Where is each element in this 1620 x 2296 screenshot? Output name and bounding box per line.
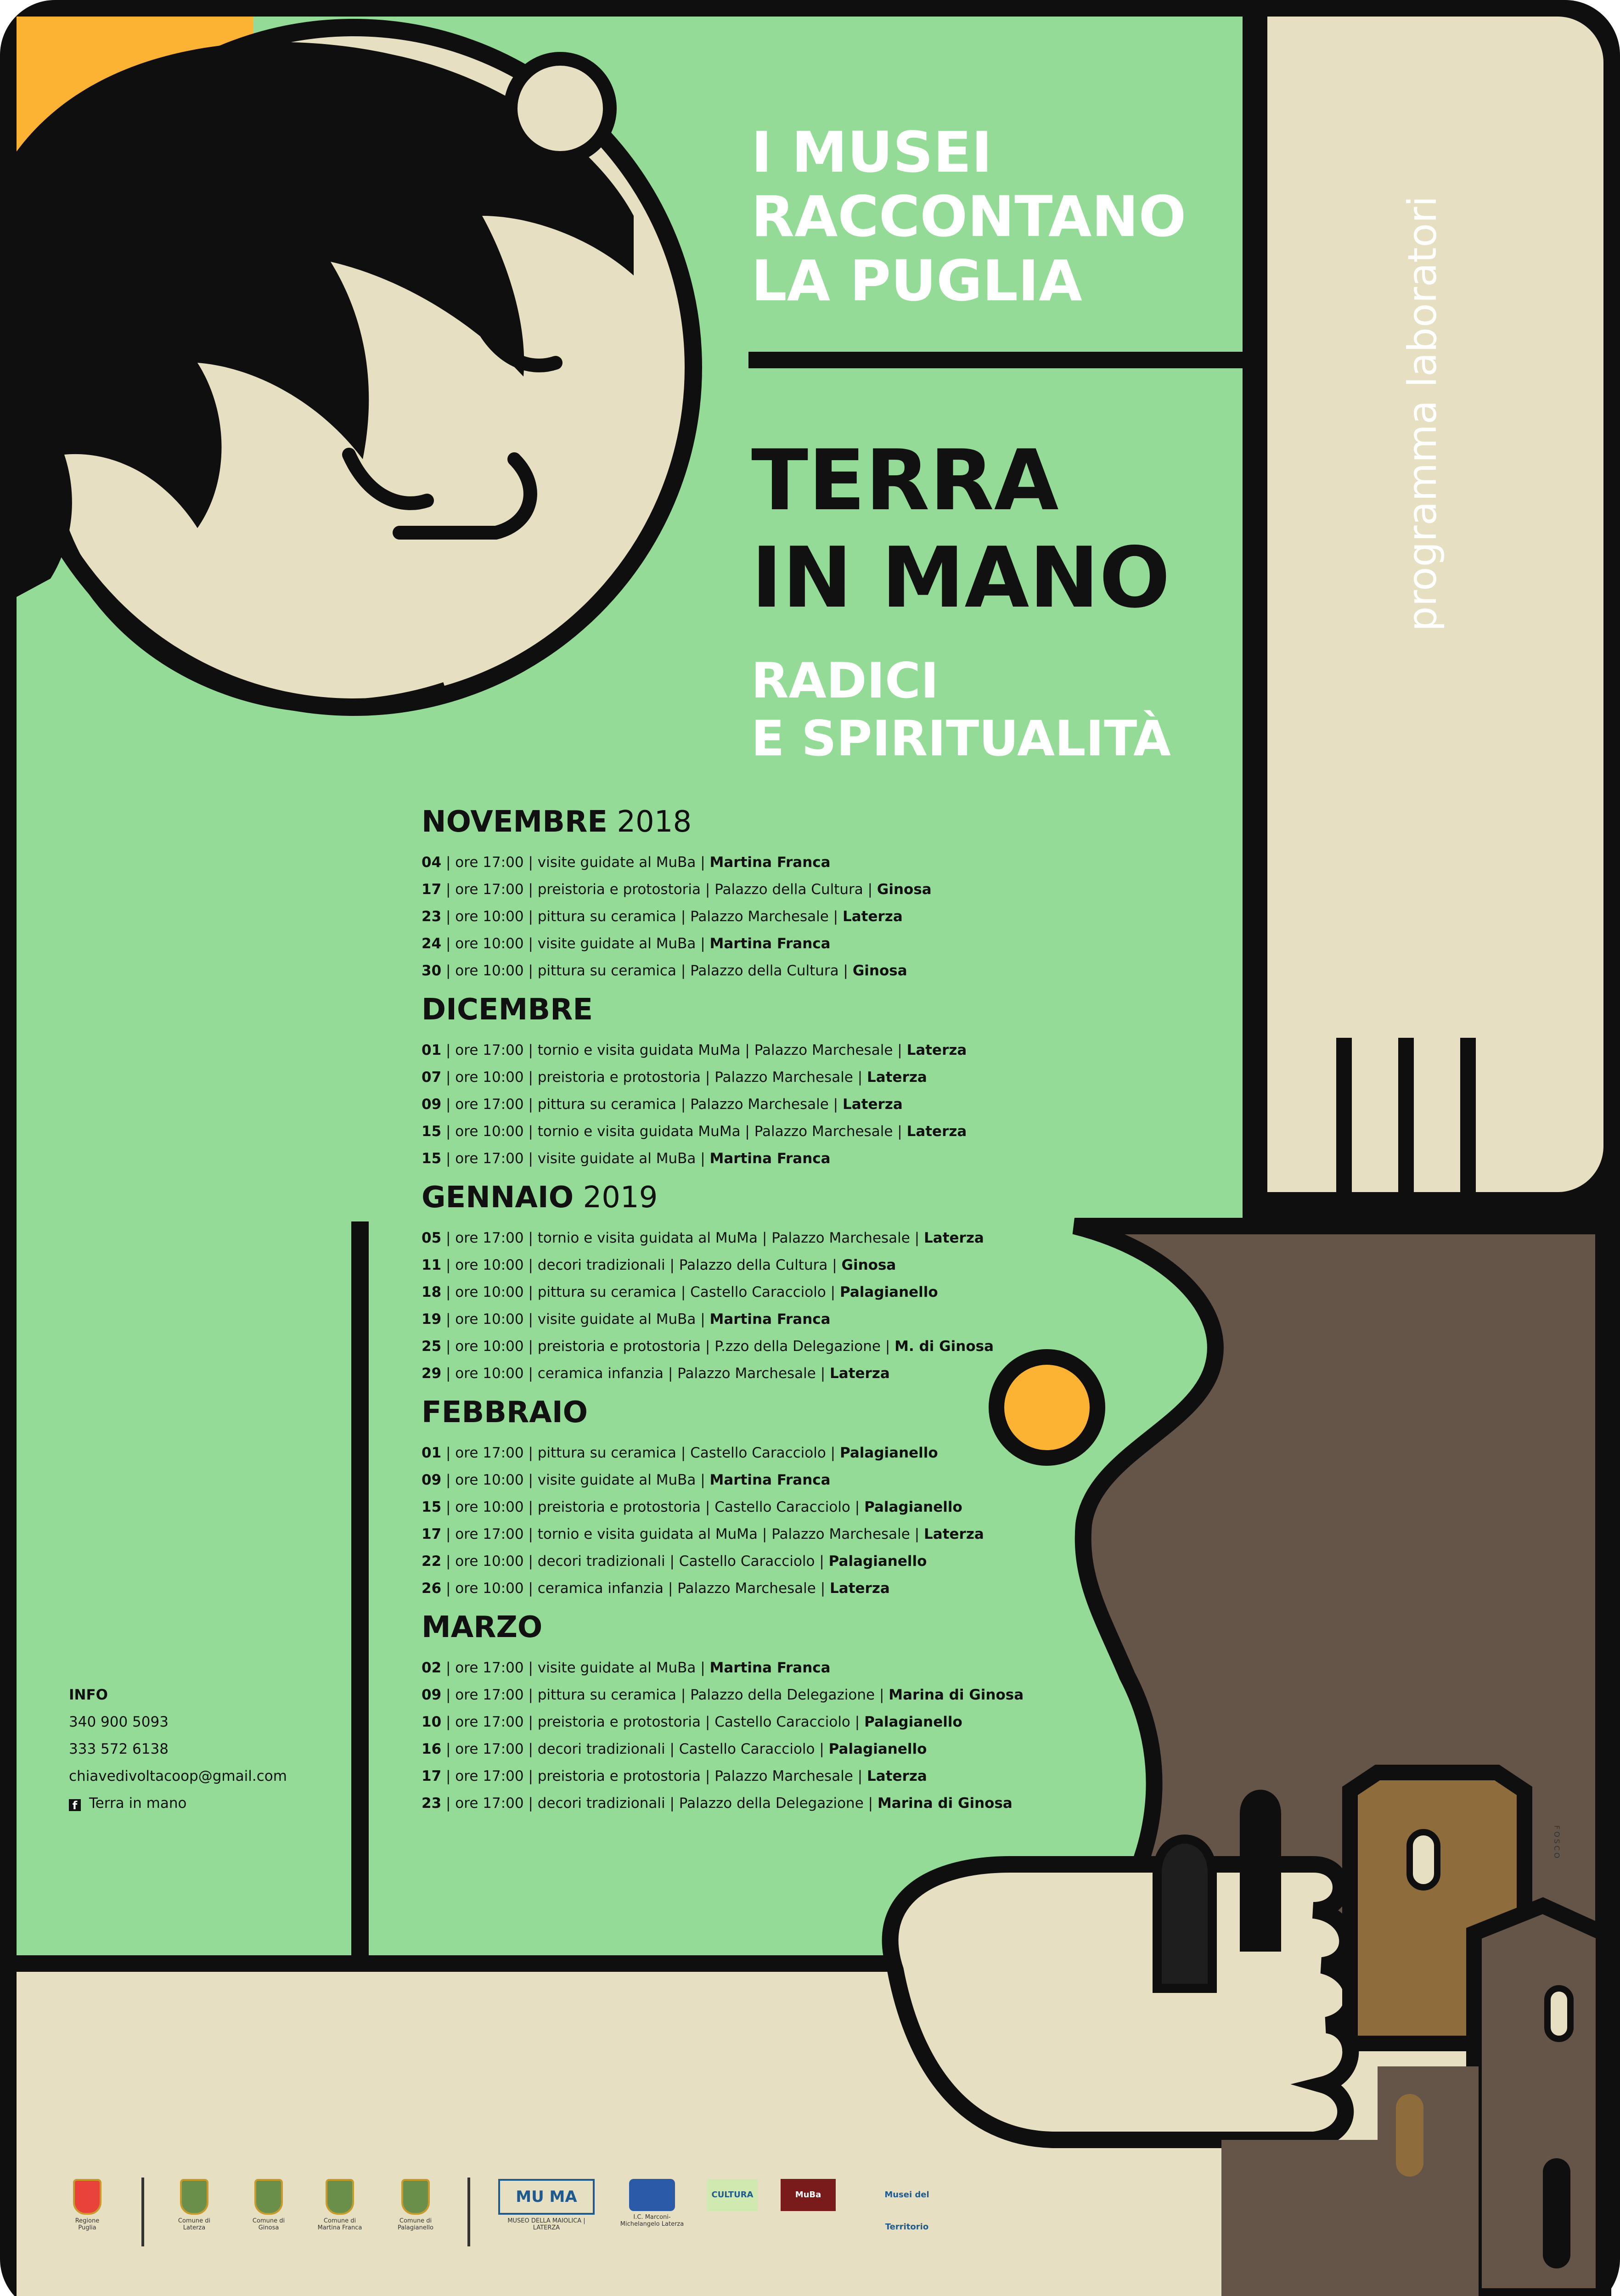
event-activity: pittura su ceramica bbox=[537, 908, 676, 925]
month-block bbox=[422, 1396, 1064, 1602]
event-place: Laterza bbox=[867, 1069, 927, 1086]
event-row: 05 | ore 17:00 | tornio e visita guidata al MuMa | Palazzo Marchesale | Laterza bbox=[422, 1230, 984, 1246]
event-place: Martina Franca bbox=[709, 1311, 831, 1328]
event-time: ore 17:00 bbox=[455, 1795, 524, 1812]
event-day: 09 bbox=[422, 1687, 442, 1703]
event-day: 30 bbox=[422, 962, 442, 979]
main-title-line: IN MANO bbox=[751, 529, 1170, 626]
finger-line bbox=[1460, 1038, 1476, 1217]
event-day: 17 bbox=[422, 1768, 442, 1784]
logo-caption: I.C. Marconi-Michelangelo Laterza bbox=[620, 2214, 684, 2228]
info-facebook[interactable] bbox=[69, 1790, 287, 1817]
event-venue: Palazzo Marchesale bbox=[690, 1096, 829, 1113]
event-venue: Palazzo Marchesale bbox=[754, 1123, 893, 1140]
event-day: 17 bbox=[422, 1526, 442, 1542]
event-activity: pittura su ceramica bbox=[537, 1284, 676, 1300]
event-time: ore 17:00 bbox=[455, 1660, 524, 1676]
event-row: 11 | ore 10:00 | decori tradizionali | Palazzo della Cultura | Ginosa bbox=[422, 1257, 896, 1273]
month-name: DICEMBRE bbox=[422, 993, 593, 1027]
muba-logo-text: MuBa bbox=[781, 2179, 836, 2211]
event-activity: ceramica infanzia bbox=[537, 1580, 664, 1597]
event-time: ore 10:00 bbox=[455, 1257, 524, 1273]
vertical-label bbox=[1396, 108, 1446, 631]
event-venue: Castello Caracciolo bbox=[714, 1499, 850, 1515]
event-day: 17 bbox=[422, 881, 442, 898]
schedule bbox=[422, 806, 1064, 1817]
event-day: 23 bbox=[422, 908, 442, 925]
event-day: 04 bbox=[422, 854, 442, 871]
event-venue: Palazzo Marchesale bbox=[714, 1069, 853, 1086]
logo-caption: Regione Puglia bbox=[75, 2217, 100, 2231]
event-time: ore 10:00 bbox=[455, 1069, 524, 1086]
info-email[interactable]: chiavedivoltacoop@gmail.com bbox=[69, 1768, 287, 1784]
month-heading bbox=[422, 994, 1064, 1026]
event-activity: decori tradizionali bbox=[537, 1257, 665, 1273]
credit: FOSCO bbox=[1552, 1825, 1561, 1860]
regione-puglia-crest bbox=[73, 2179, 101, 2215]
event-row: 01 | ore 17:00 | tornio e visita guidata MuMa | Palazzo Marchesale | Laterza bbox=[422, 1042, 967, 1058]
info-phone[interactable]: 333 572 6138 bbox=[69, 1741, 169, 1757]
ear bbox=[511, 59, 610, 158]
event-time: ore 10:00 bbox=[455, 1284, 524, 1300]
event-time: ore 10:00 bbox=[455, 962, 524, 979]
building-tower bbox=[1240, 1790, 1281, 1952]
header-title-line: I MUSEI bbox=[751, 120, 992, 185]
event-place: Marina di Ginosa bbox=[889, 1687, 1024, 1703]
month-name: NOVEMBRE bbox=[422, 805, 608, 839]
event-place: Palagianello bbox=[828, 1741, 927, 1757]
event-place: Martina Franca bbox=[709, 1472, 831, 1488]
month-block bbox=[422, 1182, 1064, 1387]
month-name: MARZO bbox=[422, 1610, 543, 1644]
event-place: Laterza bbox=[924, 1526, 984, 1542]
event-time: ore 17:00 bbox=[455, 1096, 524, 1113]
event-day: 11 bbox=[422, 1257, 442, 1273]
event-day: 05 bbox=[422, 1230, 442, 1246]
event-activity: pittura su ceramica bbox=[537, 1096, 676, 1113]
palagianello-crest bbox=[401, 2179, 430, 2215]
event-venue: Palazzo Marchesale bbox=[771, 1526, 910, 1542]
event-row: 07 | ore 10:00 | preistoria e protostoria | Palazzo Marchesale | Laterza bbox=[422, 1069, 927, 1086]
martina-franca-crest bbox=[326, 2179, 354, 2215]
subtitle-line: E SPIRITUALITÀ bbox=[751, 710, 1171, 767]
event-time: ore 10:00 bbox=[455, 1338, 524, 1355]
event-day: 07 bbox=[422, 1069, 442, 1086]
event-row: 17 | ore 17:00 | preistoria e protostoria | Palazzo Marchesale | Laterza bbox=[422, 1768, 927, 1784]
event-place: Palagianello bbox=[864, 1499, 962, 1515]
musei-del-territorio-logo-text: Musei del Territorio bbox=[884, 2190, 929, 2232]
event-row: 15 | ore 10:00 | preistoria e protostoria | Castello Caracciolo | Palagianello bbox=[422, 1499, 962, 1515]
event-activity: pittura su ceramica bbox=[537, 1687, 676, 1703]
info-label: INFO bbox=[69, 1687, 108, 1703]
event-activity: preistoria e protostoria bbox=[537, 1338, 701, 1355]
event-place: Martina Franca bbox=[709, 1660, 831, 1676]
event-activity: decori tradizionali bbox=[537, 1741, 665, 1757]
event-time: ore 10:00 bbox=[455, 1553, 524, 1570]
event-row: 15 | ore 17:00 | visite guidate al MuBa | Martina Franca bbox=[422, 1150, 831, 1167]
month-name: FEBBRAIO bbox=[422, 1396, 588, 1429]
event-activity: pittura su ceramica bbox=[537, 962, 676, 979]
event-activity: visite guidate al MuBa bbox=[537, 1660, 696, 1676]
event-time: ore 10:00 bbox=[455, 1365, 524, 1382]
month-heading bbox=[422, 1396, 1064, 1429]
event-time: ore 17:00 bbox=[455, 1714, 524, 1730]
event-activity: visite guidate al MuBa bbox=[537, 1311, 696, 1328]
palazzo-cultura-logo bbox=[707, 2179, 758, 2211]
vertical-label-text: programma laboratori bbox=[1400, 196, 1446, 631]
event-place: Ginosa bbox=[841, 1257, 896, 1273]
event-row: 15 | ore 10:00 | tornio e visita guidata MuMa | Palazzo Marchesale | Laterza bbox=[422, 1123, 967, 1140]
logo-caption: Comune di Ginosa bbox=[252, 2217, 285, 2231]
event-venue: Palazzo della Cultura bbox=[690, 962, 839, 979]
event-row: 23 | ore 17:00 | decori tradizionali | Palazzo della Delegazione | Marina di Ginosa bbox=[422, 1795, 1012, 1812]
event-row: 22 | ore 10:00 | decori tradizionali | Castello Caracciolo | Palagianello bbox=[422, 1553, 927, 1570]
event-time: ore 10:00 bbox=[455, 1123, 524, 1140]
event-activity: tornio e visita guidata al MuMa bbox=[537, 1526, 758, 1542]
month-heading bbox=[422, 806, 1064, 838]
event-row: 25 | ore 10:00 | preistoria e protostoria | P.zzo della Delegazione | M. di Ginosa bbox=[422, 1338, 994, 1355]
subtitle bbox=[751, 652, 1171, 768]
month-block bbox=[422, 806, 1064, 985]
muma-logo bbox=[498, 2179, 595, 2231]
ic-marconi-logo bbox=[629, 2179, 675, 2211]
event-place: Palagianello bbox=[839, 1284, 938, 1300]
event-row: 29 | ore 10:00 | ceramica infanzia | Palazzo Marchesale | Laterza bbox=[422, 1365, 890, 1382]
event-venue: Palazzo Marchesale bbox=[714, 1768, 853, 1784]
event-day: 22 bbox=[422, 1553, 442, 1570]
event-time: ore 10:00 bbox=[455, 1580, 524, 1597]
muba-logo bbox=[781, 2179, 836, 2211]
event-row: 02 | ore 17:00 | visite guidate al MuBa | Martina Franca bbox=[422, 1660, 831, 1676]
event-day: 23 bbox=[422, 1795, 442, 1812]
event-activity: pittura su ceramica bbox=[537, 1445, 676, 1461]
event-time: ore 17:00 bbox=[455, 1445, 524, 1461]
event-venue: Castello Caracciolo bbox=[679, 1553, 815, 1570]
event-day: 15 bbox=[422, 1123, 442, 1140]
event-place: Palagianello bbox=[864, 1714, 962, 1730]
event-activity: tornio e visita guidata al MuMa bbox=[537, 1230, 758, 1246]
event-day: 01 bbox=[422, 1445, 442, 1461]
event-venue: Castello Caracciolo bbox=[679, 1741, 815, 1757]
event-row: 26 | ore 10:00 | ceramica infanzia | Palazzo Marchesale | Laterza bbox=[422, 1580, 890, 1597]
muba-logo bbox=[781, 2179, 836, 2211]
event-row: 09 | ore 17:00 | pittura su ceramica | Palazzo della Delegazione | Marina di Ginosa bbox=[422, 1687, 1024, 1703]
month-block bbox=[422, 994, 1064, 1172]
event-venue: Castello Caracciolo bbox=[690, 1284, 826, 1300]
event-row: 30 | ore 10:00 | pittura su ceramica | Palazzo della Cultura | Ginosa bbox=[422, 962, 907, 979]
event-time: ore 17:00 bbox=[455, 854, 524, 871]
event-place: Laterza bbox=[842, 908, 903, 925]
event-activity: ceramica infanzia bbox=[537, 1365, 664, 1382]
event-activity: preistoria e protostoria bbox=[537, 1069, 701, 1086]
event-time: ore 10:00 bbox=[455, 1311, 524, 1328]
event-place: Laterza bbox=[906, 1123, 967, 1140]
logo-caption: Comune di Laterza bbox=[178, 2217, 211, 2231]
event-time: ore 17:00 bbox=[455, 1687, 524, 1703]
divider-line bbox=[351, 1221, 369, 1965]
event-day: 19 bbox=[422, 1311, 442, 1328]
event-day: 02 bbox=[422, 1660, 442, 1676]
event-place: M. di Ginosa bbox=[894, 1338, 994, 1355]
hand bbox=[890, 1864, 1353, 2140]
event-venue: Palazzo Marchesale bbox=[771, 1230, 910, 1246]
muma-logo-text: MU MA bbox=[498, 2179, 595, 2215]
event-place: Laterza bbox=[842, 1096, 903, 1113]
event-activity: tornio e visita guidata MuMa bbox=[537, 1123, 741, 1140]
event-venue: Castello Caracciolo bbox=[714, 1714, 850, 1730]
event-row: 16 | ore 17:00 | decori tradizionali | Castello Caracciolo | Palagianello bbox=[422, 1741, 927, 1757]
event-activity: preistoria e protostoria bbox=[537, 1499, 701, 1515]
event-time: ore 17:00 bbox=[455, 881, 524, 898]
event-place: Laterza bbox=[830, 1580, 890, 1597]
event-day: 09 bbox=[422, 1096, 442, 1113]
event-place: Laterza bbox=[830, 1365, 890, 1382]
event-day: 15 bbox=[422, 1499, 442, 1515]
event-place: Martina Franca bbox=[709, 1150, 831, 1167]
ginosa-logo bbox=[248, 2179, 289, 2231]
event-venue: Palazzo Marchesale bbox=[677, 1580, 816, 1597]
event-row: 01 | ore 17:00 | pittura su ceramica | Castello Caracciolo | Palagianello bbox=[422, 1445, 938, 1461]
month-name: GENNAIO bbox=[422, 1181, 574, 1215]
event-venue: Palazzo Marchesale bbox=[677, 1365, 816, 1382]
laterza-logo bbox=[174, 2179, 215, 2231]
event-time: ore 10:00 bbox=[455, 1499, 524, 1515]
event-day: 24 bbox=[422, 935, 442, 952]
ic-marconi-logo bbox=[618, 2179, 686, 2228]
event-place: Laterza bbox=[924, 1230, 984, 1246]
facebook-icon: f bbox=[69, 1799, 81, 1811]
event-row: 23 | ore 10:00 | pittura su ceramica | Palazzo Marchesale | Laterza bbox=[422, 908, 903, 925]
event-activity: visite guidate al MuBa bbox=[537, 1150, 696, 1167]
finger-line bbox=[1398, 1038, 1414, 1217]
musei-del-territorio-logo bbox=[868, 2179, 946, 2243]
month-year: 2018 bbox=[617, 805, 692, 839]
event-row: 24 | ore 10:00 | visite guidate al MuBa | Martina Franca bbox=[422, 935, 831, 952]
musei-del-territorio-logo bbox=[868, 2179, 946, 2243]
event-time: ore 10:00 bbox=[455, 908, 524, 925]
event-place: Laterza bbox=[867, 1768, 927, 1784]
palagianello-logo bbox=[393, 2179, 439, 2231]
event-activity: visite guidate al MuBa bbox=[537, 1472, 696, 1488]
event-day: 10 bbox=[422, 1714, 442, 1730]
event-venue: Palazzo Marchesale bbox=[754, 1042, 893, 1058]
palazzo-cultura-logo-text: CULTURA bbox=[707, 2179, 758, 2211]
event-row: 17 | ore 17:00 | tornio e visita guidata al MuMa | Palazzo Marchesale | Laterza bbox=[422, 1526, 984, 1542]
event-activity: decori tradizionali bbox=[537, 1795, 665, 1812]
event-activity: visite guidate al MuBa bbox=[537, 854, 696, 871]
event-day: 09 bbox=[422, 1472, 442, 1488]
header-title-line: LA PUGLIA bbox=[751, 248, 1082, 314]
event-day: 01 bbox=[422, 1042, 442, 1058]
event-row: 09 | ore 17:00 | pittura su ceramica | Palazzo Marchesale | Laterza bbox=[422, 1096, 903, 1113]
info-block bbox=[69, 1682, 287, 1817]
event-time: ore 17:00 bbox=[455, 1230, 524, 1246]
event-place: Ginosa bbox=[852, 962, 907, 979]
event-row: 04 | ore 17:00 | visite guidate al MuBa | Martina Franca bbox=[422, 854, 831, 871]
event-time: ore 17:00 bbox=[455, 1768, 524, 1784]
main-title-line: TERRA bbox=[751, 432, 1059, 529]
month-block bbox=[422, 1611, 1064, 1817]
event-time: ore 10:00 bbox=[455, 935, 524, 952]
event-row: 19 | ore 10:00 | visite guidate al MuBa | Martina Franca bbox=[422, 1311, 831, 1328]
logo-caption: Comune di Martina Franca bbox=[317, 2217, 362, 2231]
martina-franca-logo bbox=[317, 2179, 363, 2231]
event-day: 15 bbox=[422, 1150, 442, 1167]
event-time: ore 10:00 bbox=[455, 1472, 524, 1488]
event-venue: Palazzo della Delegazione bbox=[690, 1687, 875, 1703]
event-day: 18 bbox=[422, 1284, 442, 1300]
event-venue: Palazzo della Delegazione bbox=[679, 1795, 864, 1812]
event-place: Marina di Ginosa bbox=[877, 1795, 1012, 1812]
event-activity: preistoria e protostoria bbox=[537, 881, 701, 898]
event-venue: Palazzo della Cultura bbox=[679, 1257, 828, 1273]
subtitle-line: RADICI bbox=[751, 653, 939, 709]
logo-caption: Comune di Palagianello bbox=[397, 2217, 434, 2231]
event-place: Laterza bbox=[906, 1042, 967, 1058]
month-heading bbox=[422, 1611, 1064, 1643]
muma-logo bbox=[498, 2179, 595, 2215]
building-right bbox=[1474, 1906, 1603, 2296]
event-row: 17 | ore 17:00 | preistoria e protostoria | Palazzo della Cultura | Ginosa bbox=[422, 881, 932, 898]
event-place: Palagianello bbox=[828, 1553, 927, 1570]
regione-puglia-logo bbox=[69, 2179, 106, 2231]
event-venue: P.zzo della Delegazione bbox=[714, 1338, 881, 1355]
event-time: ore 17:00 bbox=[455, 1150, 524, 1167]
event-venue: Palazzo Marchesale bbox=[690, 908, 829, 925]
divider-line bbox=[748, 352, 1243, 368]
event-row: 09 | ore 10:00 | visite guidate al MuBa | Martina Franca bbox=[422, 1472, 831, 1488]
event-row: 18 | ore 10:00 | pittura su ceramica | Castello Caracciolo | Palagianello bbox=[422, 1284, 938, 1300]
laterza-crest bbox=[180, 2179, 208, 2215]
event-day: 16 bbox=[422, 1741, 442, 1757]
month-year: 2019 bbox=[583, 1181, 658, 1215]
event-place: Ginosa bbox=[877, 881, 932, 898]
main-title bbox=[751, 432, 1170, 626]
event-time: ore 17:00 bbox=[455, 1042, 524, 1058]
event-activity: tornio e visita guidata MuMa bbox=[537, 1042, 741, 1058]
month-heading bbox=[422, 1182, 1064, 1214]
event-activity: preistoria e protostoria bbox=[537, 1714, 701, 1730]
event-time: ore 17:00 bbox=[455, 1526, 524, 1542]
event-activity: decori tradizionali bbox=[537, 1553, 665, 1570]
header-title bbox=[751, 120, 1256, 313]
event-day: 29 bbox=[422, 1365, 442, 1382]
finger-line bbox=[1336, 1038, 1352, 1217]
info-facebook-label: Terra in mano bbox=[89, 1795, 187, 1812]
event-day: 26 bbox=[422, 1580, 442, 1597]
info-phone[interactable]: 340 900 5093 bbox=[69, 1714, 169, 1730]
building-dome bbox=[1157, 1839, 1212, 1988]
ginosa-crest bbox=[254, 2179, 283, 2215]
event-day: 25 bbox=[422, 1338, 442, 1355]
event-venue: Castello Caracciolo bbox=[690, 1445, 826, 1461]
event-place: Martina Franca bbox=[709, 854, 831, 871]
event-place: Martina Franca bbox=[709, 935, 831, 952]
event-time: ore 17:00 bbox=[455, 1741, 524, 1757]
event-venue: Palazzo della Cultura bbox=[714, 881, 863, 898]
event-activity: preistoria e protostoria bbox=[537, 1768, 701, 1784]
event-row: 10 | ore 17:00 | preistoria e protostoria | Castello Caracciolo | Palagianello bbox=[422, 1714, 962, 1730]
logo-caption: MUSEO DELLA MAIOLICA | LATERZA bbox=[507, 2217, 585, 2231]
palazzo-cultura-logo bbox=[707, 2179, 758, 2211]
header-title-line: RACCONTANO bbox=[751, 184, 1187, 249]
event-activity: visite guidate al MuBa bbox=[537, 935, 696, 952]
event-place: Palagianello bbox=[839, 1445, 938, 1461]
